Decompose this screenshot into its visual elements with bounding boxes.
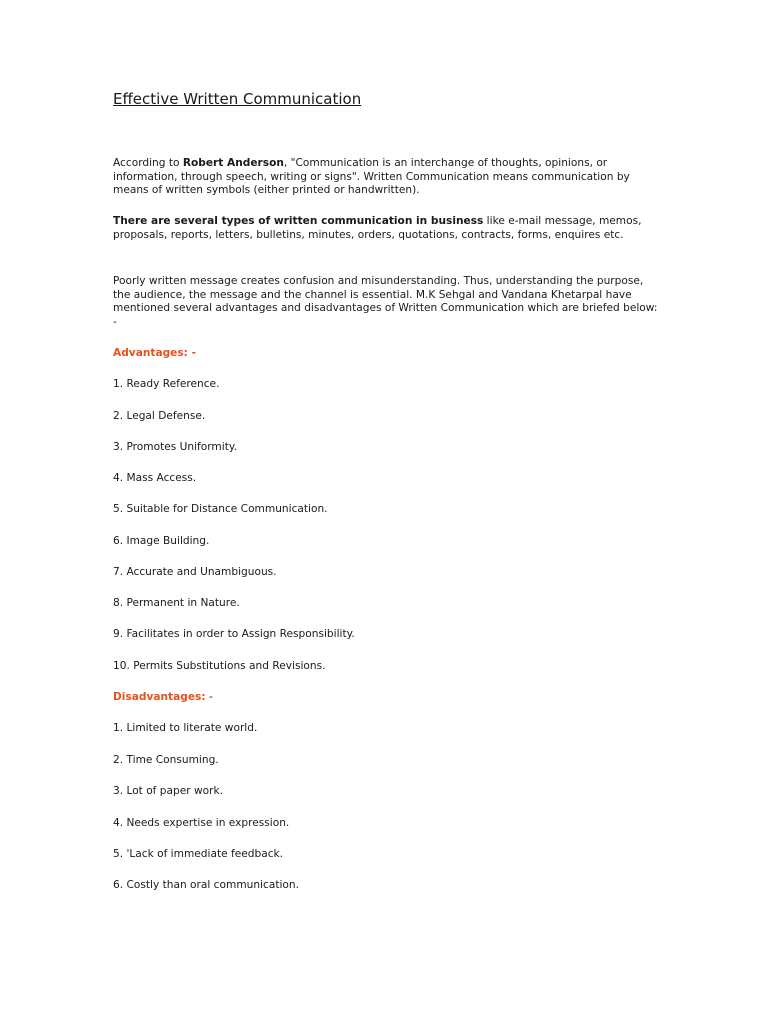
list-item: 4. Mass Access. bbox=[113, 472, 197, 484]
advantages-heading bbox=[113, 347, 196, 361]
intro-text: , "Communication is an interchange of thoughts, opinions, or information, through speech, writing or signs". Written Communication means communication by means of written symbols (either printed or handwritten). bbox=[113, 157, 630, 196]
intro-prefix: According to bbox=[113, 157, 183, 169]
intro-paragraph bbox=[113, 157, 658, 198]
list-item: 1. Ready Reference. bbox=[113, 378, 220, 390]
list-item: 4. Needs expertise in expression. bbox=[113, 817, 290, 829]
list-item: 6. Costly than oral communication. bbox=[113, 879, 299, 891]
list-item: 3. Promotes Uniformity. bbox=[113, 441, 237, 453]
list-item: 2. Legal Defense. bbox=[113, 410, 206, 422]
list-item: 1. Limited to literate world. bbox=[113, 722, 258, 734]
context-paragraph: Poorly written message creates confusion and misunderstanding. Thus, understanding the purpose, the audience, the message and the channel is essential. M.K Sehgal and Vandana Khetarpal have mentioned several advantages and disadvantages of Written Communication which are briefed below: - bbox=[113, 275, 658, 328]
list-item: 8. Permanent in Nature. bbox=[113, 597, 240, 609]
disadvantages-heading-suffix: - bbox=[205, 691, 213, 703]
list-item: 7. Accurate and Unambiguous. bbox=[113, 566, 277, 578]
disadvantages-heading bbox=[113, 691, 213, 705]
disadvantages-heading-text: Disadvantages: bbox=[113, 691, 206, 703]
list-item: 6. Image Building. bbox=[113, 535, 210, 547]
page-title: Effective Written Communication bbox=[113, 90, 362, 108]
types-lead: There are several types of written communication in business bbox=[113, 215, 484, 227]
author-name: Robert Anderson bbox=[182, 157, 284, 169]
list-item: 5. Suitable for Distance Communication. bbox=[113, 503, 328, 515]
advantages-heading-text: Advantages: - bbox=[113, 347, 196, 359]
list-item: 2. Time Consuming. bbox=[113, 754, 219, 766]
types-text: like e-mail message, memos, proposals, reports, letters, bulletins, minutes, orders, quotations, contracts, forms, enquires etc. bbox=[113, 215, 642, 241]
list-item: 9. Facilitates in order to Assign Responsibility. bbox=[113, 628, 355, 640]
types-paragraph bbox=[113, 215, 658, 242]
list-item: 10. Permits Substitutions and Revisions. bbox=[113, 660, 326, 672]
list-item: 3. Lot of paper work. bbox=[113, 785, 223, 797]
list-item: 5. 'Lack of immediate feedback. bbox=[113, 848, 284, 860]
